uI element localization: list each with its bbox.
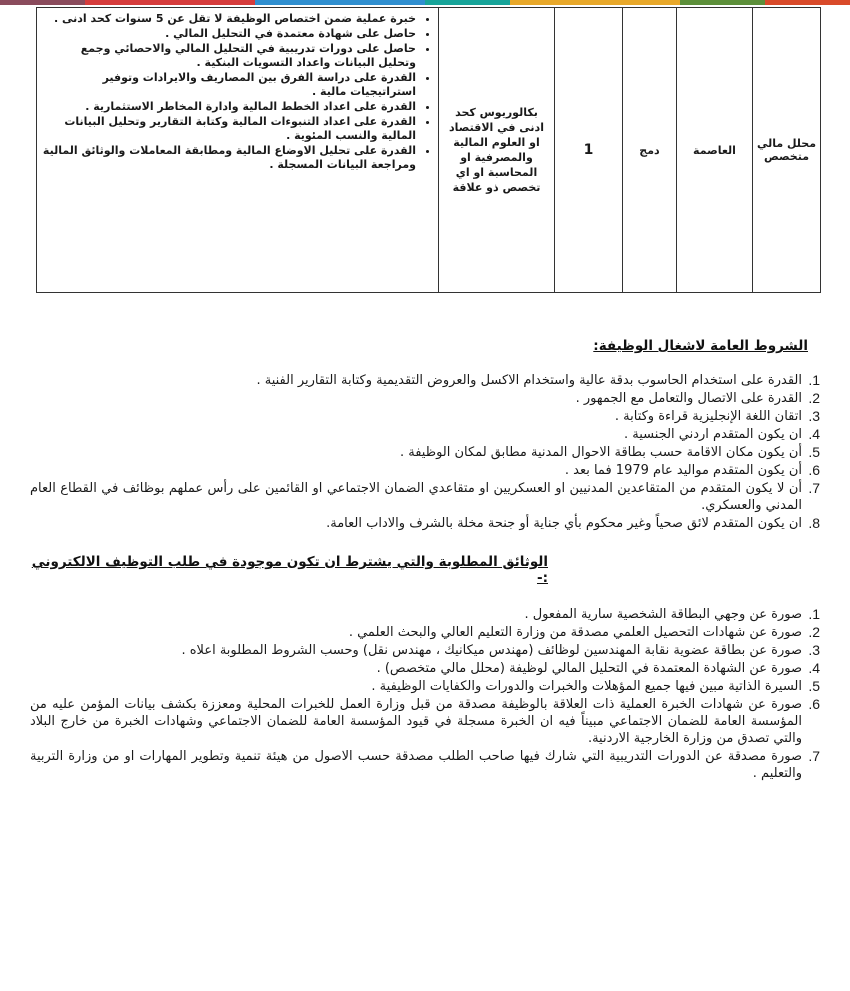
job-title-cell: محلل مالي متخصص: [753, 8, 821, 293]
color-segment: [765, 0, 850, 5]
list-item: [30, 642, 820, 659]
item-number: 4.: [808, 660, 820, 676]
item-number: 4.: [808, 426, 820, 442]
item-text: ان يكون المتقدم لائق صحياً وغير محكوم بأي جناية أو جنحة مخلة بالشرف والاداب العامة.: [326, 516, 802, 531]
list-item: [30, 426, 820, 443]
color-segment: [170, 0, 255, 5]
item-number: 5.: [808, 678, 820, 694]
color-segment: [510, 0, 595, 5]
item-text: أن لا يكون المتقدم من المتقاعدين المدنيين او العسكريين او متقاعدي الضمان الاجتماعي او القائمين على رأس عملهم بوظائف في القطاع العام المدني والعسكري.: [30, 481, 802, 513]
qualification-cell: بكالوريوس كحد ادنى في الاقتصاد او العلوم المالية والمصرفية او المحاسبة او اي تخصص ذو علاقة: [439, 8, 555, 293]
item-text: القدرة على الاتصال والتعامل مع الجمهور .: [575, 391, 802, 406]
color-segment: [680, 0, 765, 5]
documents-list: [30, 606, 820, 782]
color-segment: [425, 0, 510, 5]
list-item: • خبرة عملية ضمن اختصاص الوظيفة لا تقل عن 5 سنوات كحد ادنى .: [41, 12, 416, 26]
list-item: • حاصل على شهادة معتمدة في التحليل المالي .: [41, 27, 416, 41]
item-text: السيرة الذاتية مبين فيها جميع المؤهلات والخبرات والدورات والكفايات الوظيفية .: [371, 679, 802, 694]
color-segment: [340, 0, 425, 5]
table-row: [37, 8, 821, 293]
item-text: صورة عن بطاقة عضوية نقابة المهندسين لوظائف (مهندس ميكانيك ، مهندس نقل) وحسب الشروط المطلوبة اعلاه .: [181, 643, 802, 658]
list-item: • القدرة على دراسة الفرق بين المصاريف والايرادات وتوفير استراتيجيات مالية .: [41, 71, 416, 99]
color-segment: [595, 0, 680, 5]
item-number: 6.: [808, 696, 820, 712]
item-number: 1.: [808, 606, 820, 622]
color-segment: [85, 0, 170, 5]
item-number: 6.: [808, 462, 820, 478]
location-cell: العاصمة: [677, 8, 753, 293]
item-text: أن يكون مكان الاقامة حسب بطاقة الاحوال المدنية مطابق لمكان الوظيفة .: [400, 445, 802, 460]
list-item: [30, 696, 820, 747]
list-item: • القدرة على اعداد الخطط المالية وادارة المخاطر الاستثمارية .: [41, 100, 416, 114]
item-number: 1.: [808, 372, 820, 388]
general-conditions-title: الشروط العامة لاشغال الوظيفة:: [593, 338, 808, 354]
list-item: [30, 660, 820, 677]
item-number: 7.: [808, 748, 820, 764]
list-item: [30, 678, 820, 695]
documents-title: الوثائق المطلوبة والتي يشترط ان تكون موجودة في طلب التوظيف الالكتروني :-: [31, 554, 548, 586]
job-table: [36, 7, 821, 293]
requirements-list: [41, 12, 432, 172]
requirements-cell: [37, 8, 439, 293]
item-text: ان يكون المتقدم اردني الجنسية .: [624, 427, 802, 442]
list-item: [30, 372, 820, 389]
list-item: • القدرة على اعداد التنبوءات المالية وكتابة التقارير وتحليل البيانات المالية والنسب المئوية .: [41, 115, 416, 143]
list-item: [30, 408, 820, 425]
list-item: • القدرة على تحليل الاوضاع المالية ومطابقة المعاملات والوثائق المالية ومراجعة البيانات المسجلة .: [41, 144, 416, 172]
item-number: 8.: [808, 515, 820, 531]
list-item: [30, 480, 820, 514]
item-number: 2.: [808, 624, 820, 640]
color-segment: [0, 0, 85, 5]
count-cell: 1: [555, 8, 623, 293]
item-number: 3.: [808, 408, 820, 424]
general-conditions-list: [30, 372, 820, 532]
item-text: اتقان اللغة الإنجليزية قراءة وكتابة .: [614, 409, 802, 424]
item-text: صورة مصدقة عن الدورات التدريبية التي شارك فيها صاحب الطلب مصدقة حسب الاصول من هيئة تنمية وتطوير المهارات او من وزارة التربية والتعليم .: [30, 749, 802, 781]
item-number: 2.: [808, 390, 820, 406]
list-item: [30, 515, 820, 532]
list-item: [30, 390, 820, 407]
item-text: صورة عن شهادات الخبرة العملية ذات العلاقة بالوظيفة مصدقة من قبل وزارة العمل للخبرات المحلية ومعززة بكشف بيانات المؤمن عليه من المؤسسة العامة للضمان الاجتماعي مبيناً فيه ان الخبرة مسجلة في قيود المؤسسة العامة للضمان الاجتماعي وشهادات الخبرة من خارج البلاد والتي تصدق من وزارة الخارجية الاردنية.: [30, 697, 802, 746]
list-item: [30, 606, 820, 623]
color-segment: [255, 0, 340, 5]
item-text: صورة عن وجهي البطاقة الشخصية سارية المفعول .: [524, 607, 802, 622]
document-body: [30, 338, 820, 783]
item-text: القدرة على استخدام الحاسوب بدقة عالية واستخدام الاكسل والعروض التقديمية وكتابة التقارير الفنية .: [256, 373, 802, 388]
item-text: أن يكون المتقدم مواليد عام 1979 فما بعد .: [564, 463, 802, 478]
top-color-strip: [0, 0, 850, 5]
list-item: [30, 462, 820, 479]
item-text: صورة عن شهادات التحصيل العلمي مصدقة من وزارة التعليم العالي والبحث العلمي .: [348, 625, 802, 640]
list-item: [30, 624, 820, 641]
item-number: 3.: [808, 642, 820, 658]
category-cell: دمج: [623, 8, 677, 293]
item-number: 5.: [808, 444, 820, 460]
list-item: [30, 748, 820, 782]
list-item: • حاصل على دورات تدريبية في التحليل المالي والاحصائي وجمع وتحليل البيانات واعداد التسويات البنكية .: [41, 42, 416, 70]
list-item: [30, 444, 820, 461]
item-text: صورة عن الشهادة المعتمدة في التحليل المالي لوظيفة (محلل مالي متخصص) .: [376, 661, 802, 676]
item-number: 7.: [808, 480, 820, 496]
